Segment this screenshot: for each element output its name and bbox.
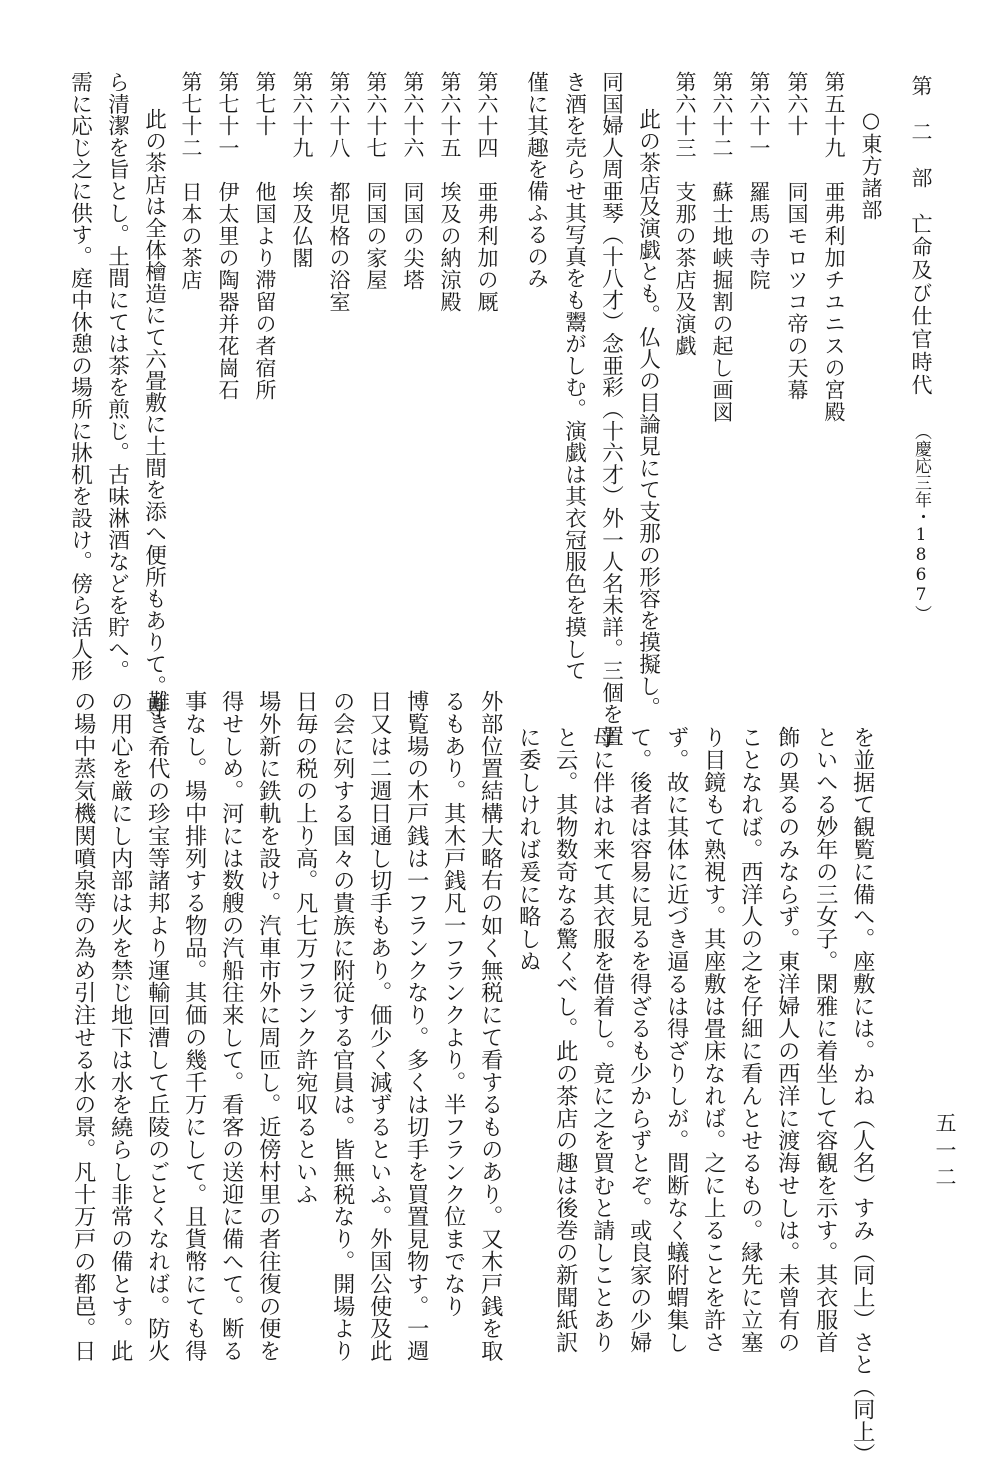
- list-item: 第六十二 蘇士地峡掘割の起し画図: [710, 71, 734, 423]
- paragraph-line: ことなれば。西洋人の之を仔細に看んとせるもの。縁先に立塞: [737, 726, 764, 1354]
- list-item: 第六十五 埃及の納涼殿: [438, 71, 462, 313]
- list-item: 第六十一 羅馬の寺院: [747, 71, 771, 291]
- paragraph-line: 難き希代の珍宝等諸邦より運輸回漕して丘陵のごとくなれば。防火: [144, 690, 171, 1362]
- paragraph-line: 飾の異るのみならず。東洋婦人の西洋に渡海せしは。未曾有の: [774, 726, 801, 1354]
- paragraph-line: 僅に其趣を備ふるのみ: [523, 71, 549, 289]
- paragraph-line: 事なし。場中排列する物品。其価の幾千万にして。且貨幣にても得: [181, 690, 208, 1362]
- list-item: 第六十七 同国の家屋: [364, 71, 388, 291]
- paragraph-line: 此の茶店は全体檜造にて六畳敷に土間を添へ便所もありて。専: [141, 108, 167, 719]
- paragraph-line: るもあり。其木戸銭凡一フランクより。半フランク位までなり: [440, 690, 467, 1318]
- paragraph-line: といへる妙年の三女子。閑雅に着坐して容観を示す。其衣服首: [812, 726, 839, 1354]
- running-title: 第 二 部 亡命及び仕官時代: [909, 75, 933, 397]
- section-title: ○東方諸部: [859, 108, 883, 221]
- running-header: [906, 75, 936, 622]
- paragraph-line: ら清潔を旨とし。土間にては茶を煎じ。古味淋酒などを貯へ。: [104, 71, 130, 682]
- paragraph-line: 需に応じ之に供す。庭中休憩の場所に牀机を設け。傍ら活人形: [67, 71, 93, 682]
- paragraph-line: に委しければ爰に略しぬ: [515, 726, 542, 973]
- paragraph-line: て。後者は容易に見るを得ざるも少からずとぞ。或良家の少婦: [626, 726, 653, 1354]
- paragraph-line: ず。故に其体に近づき逼るは得ざりしが。間断なく蟻附蝟集し: [663, 726, 690, 1354]
- list-item: 第七十二 日本の茶店: [179, 71, 203, 291]
- paragraph-line: を並据て観覧に備へ。座敷には。かね（人名）すみ（同上）さと（同上）: [849, 726, 876, 1465]
- list-item: 第五十九 亜弗利加チユニスの宮殿: [822, 71, 846, 423]
- list-item: 第六十 同国モロツコ帝の天幕: [785, 71, 809, 401]
- page-number: 五一二: [933, 1112, 957, 1193]
- paragraph-line: 日毎の税の上り高。凡七万フランク許宛収るといふ: [292, 690, 319, 1206]
- paragraph-line: 外部位置結構大略右の如く無税にて看するものあり。又木戸銭を取: [477, 690, 504, 1362]
- paragraph-line: り目鏡もて熟視す。其座敷は畳床なれば。之に上ることを許さ: [700, 726, 727, 1354]
- paragraph-line: の用心を厳にし内部は火を禁じ地下は水を繞らし非常の備とす。此: [107, 690, 134, 1362]
- list-item: 第六十四 亜弗利加の厩: [475, 71, 499, 313]
- paragraph-line: 場外新に鉄軌を設け。汽車市外に周匝し。近傍村里の者往復の便を: [255, 690, 282, 1362]
- paragraph-line: 得せしめ。河には数艘の汽船往来して。看客の送迎に備へて。断る: [218, 690, 245, 1362]
- paragraph-line: の場中蒸気機関噴泉等の為め引注せる水の景。凡十万戸の都邑。日: [70, 690, 97, 1362]
- paragraph-line: 母に伴はれ来て其衣服を借着し。竟に之を買むと請しことあり: [589, 726, 616, 1354]
- list-item: 第六十八 都児格の浴室: [327, 71, 351, 313]
- list-item: 第六十三 支那の茶店及演戯: [673, 71, 697, 357]
- list-item: 第七十一 伊太里の陶器并花崗石: [216, 71, 240, 401]
- list-item: 第六十六 同国の尖塔: [401, 71, 425, 291]
- list-item: 第六十九 埃及仏閣: [290, 71, 314, 269]
- paragraph-line: 同国婦人周亜琴（十八才）念亜彩（十六才）外一人名未詳。三個を置: [598, 71, 624, 747]
- paragraph-line: き酒を売らせ其写真をも鬻がしむ。演戯は其衣冠服色を摸して: [561, 71, 587, 682]
- paragraph-line: 日又は二週日通し切手もあり。価少く減ずるといふ。外国公使及此: [366, 690, 393, 1362]
- paragraph-line: と云。其物数奇なる驚くべし。此の茶店の趣は後巻の新聞紙訳: [552, 726, 579, 1354]
- paragraph-line: 此の茶店及演戯とも。仏人の目論見にて支那の形容を摸擬し。: [635, 108, 661, 719]
- list-item: 第七十 他国より滞留の者宿所: [253, 71, 277, 401]
- paragraph-line: 博覧場の木戸銭は一フランクなり。多くは切手を買置見物す。一週: [403, 690, 430, 1362]
- paragraph-line: の会に列する国々の貴族に附従する官員は。皆無税なり。開場より: [329, 690, 356, 1362]
- running-subtitle: （慶応三年・1867）: [911, 423, 931, 622]
